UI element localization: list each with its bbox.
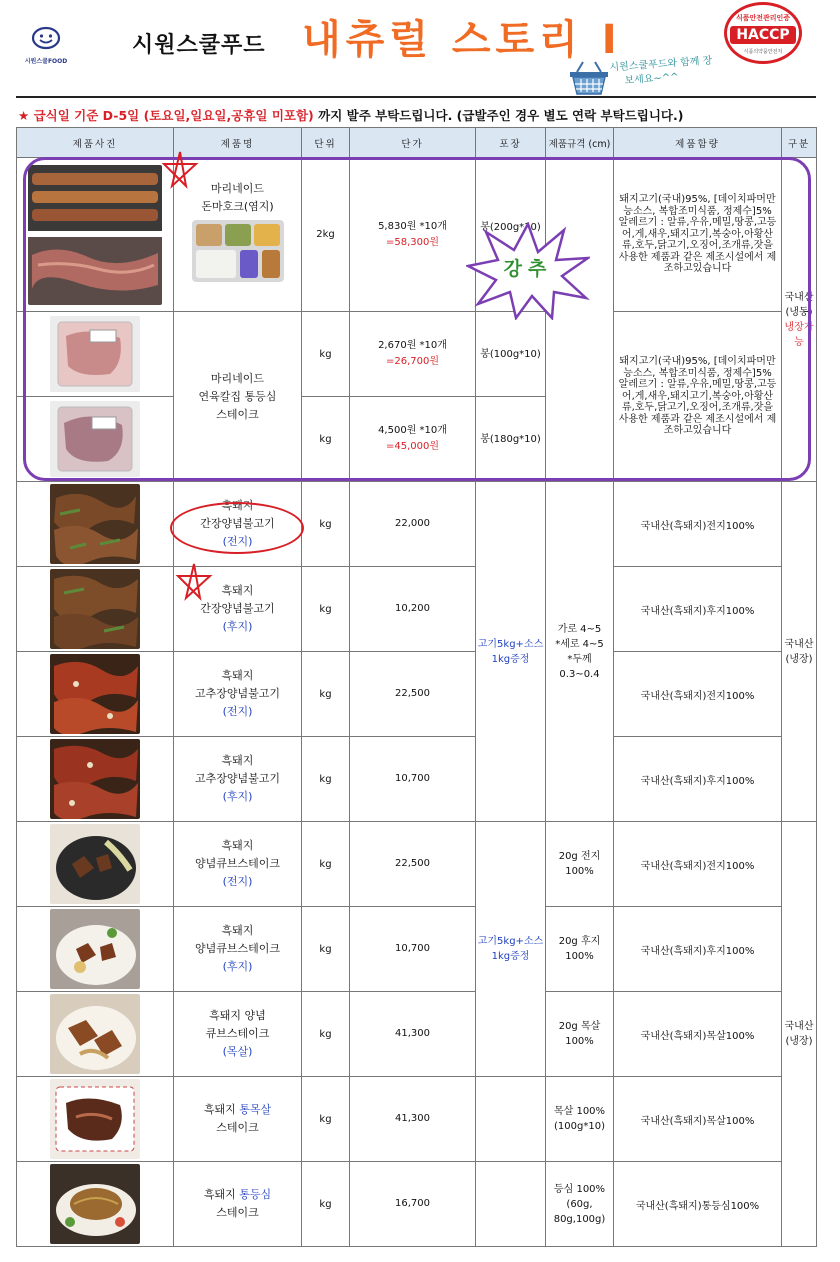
unit-cell: kg (302, 567, 350, 652)
price-cell: 10,700 (350, 737, 476, 822)
spec-cell (546, 1162, 614, 1247)
spec-line-2: *세로 4~5 (555, 638, 604, 650)
spec-line-1: 20g 전지 (558, 851, 601, 862)
table-row (17, 822, 817, 907)
product-photo (17, 737, 174, 822)
product-cut: 통목살 (239, 1103, 272, 1116)
ingredients-cell: 국내산(흑돼지)전지100% (614, 822, 782, 907)
pack-cell (476, 822, 546, 1077)
spec-line-3: 80g,100g) (553, 1213, 606, 1225)
product-name-line-2: 고추장양념불고기 (194, 687, 280, 700)
spec-line-3: *두께 0.3~0.4 (559, 653, 600, 680)
product-photo (17, 397, 174, 482)
product-cut: (목살) (222, 1045, 253, 1058)
slogan-line-1: 시원스쿨푸드와 함께 장 (609, 55, 713, 74)
product-cut: (후지) (222, 790, 253, 803)
grilled-pork-photo-icon (28, 165, 162, 305)
col-unit: 단위 (302, 128, 350, 158)
product-name-line-2: 간장양념불고기 (200, 517, 275, 530)
unit-cell: kg (302, 737, 350, 822)
price-cell (350, 312, 476, 397)
ingredients-cell: 국내산(흑돼지)통등심100% (614, 1162, 782, 1247)
product-name-line-2: 고추장양념불고기 (194, 772, 280, 785)
pack-line-1: 고기5kg+소스 (477, 936, 544, 947)
pork-neck-steak-photo-icon (50, 1079, 140, 1159)
spec-line-2: (60g, (566, 1198, 593, 1210)
haccp-badge (724, 2, 802, 64)
category-cell (782, 158, 817, 482)
ingredients-cell (614, 312, 782, 482)
packaged-steak-photo-icon (50, 401, 140, 477)
meal-tray-photo-icon (192, 220, 284, 282)
table-row (17, 1162, 817, 1247)
product-table (16, 127, 817, 1247)
unit-price: 4,500원 *10개 (378, 425, 447, 436)
price-cell: 10,200 (350, 567, 476, 652)
unit-cell: kg (302, 1162, 350, 1247)
pack-cell-empty (476, 1162, 546, 1247)
price-cell: 16,700 (350, 1162, 476, 1247)
product-name-line-1: 흑돼지 (221, 584, 254, 597)
allergy-info: 알레르기 : 알류,우유,메밀,땅콩,고등어,게,새우,돼지고기,복숭아,아황산류,호두,닭고기,오징어,조개류,잣을 사용한 제품과 같은 제조시설에서 제조하고있습니다 (618, 379, 777, 437)
pack-line-2: 1kg증정 (491, 653, 530, 665)
product-name-cell (174, 737, 302, 822)
col-category: 구분 (782, 128, 817, 158)
slogan-line-2: 보세요~^^ (624, 71, 679, 87)
category-origin: 국내산 (784, 1021, 814, 1032)
unit-price: 5,830원 *10개 (378, 220, 447, 232)
product-name-cell (174, 312, 302, 482)
red-star-mark-icon (160, 150, 200, 190)
notice-deadline: 급식일 기준 D-5일 (토요일,일요일,공휴일 미포함) (33, 108, 314, 123)
spec-line-1: 목살 100% (553, 1106, 606, 1117)
unit-cell: kg (302, 907, 350, 992)
packaged-steak-photo-icon (50, 316, 140, 392)
spec-cell (546, 907, 614, 992)
allergy-info: 알레르기 : 알류,우유,메밀,땅콩,고등어,게,새우,돼지고기,복숭아,아황산류,호두,닭고기,오징어,조개류,잣을 사용한 제품과 같은 제조시설에서 제조하고있습니다 (618, 217, 777, 275)
product-name-line-1: 흑돼지 (221, 924, 254, 937)
spec-line-1: 20g 목살 (558, 1021, 601, 1032)
product-photo (17, 312, 174, 397)
product-name-prefix: 흑돼지 (203, 1188, 240, 1201)
product-photo (17, 1162, 174, 1247)
unit-cell: kg (302, 652, 350, 737)
product-name-line-2: 스테이크 (216, 1121, 259, 1134)
product-photo (17, 482, 174, 567)
table-row (17, 992, 817, 1077)
spec-cell (546, 1077, 614, 1162)
price-cell: 22,500 (350, 652, 476, 737)
product-name-line-1: 흑돼지 양념 (209, 1009, 266, 1022)
product-name-line-1: 흑돼지 (221, 669, 254, 682)
notice-text: 까지 발주 부탁드립니다. (급발주인 경우 별도 연락 부탁드립니다.) (313, 108, 684, 123)
unit-cell: kg (302, 397, 350, 482)
ingredients-cell: 국내산(흑돼지)목살100% (614, 1077, 782, 1162)
product-name-line-1: 마리네이드 (210, 371, 265, 385)
product-name-line-3: 스테이크 (216, 407, 259, 421)
product-name-cell (174, 1162, 302, 1247)
product-name-line-2: 큐브스테이크 (205, 1027, 270, 1040)
product-cut: (후지) (222, 620, 253, 633)
table-header-row (17, 128, 817, 158)
product-photo (17, 992, 174, 1077)
unit-cell: kg (302, 1077, 350, 1162)
product-photo (17, 158, 174, 312)
table-row (17, 482, 817, 567)
spicy-bulgogi-photo-icon (50, 739, 140, 819)
price-cell: 10,700 (350, 907, 476, 992)
category-origin: 국내산 (784, 638, 814, 650)
pack-cell: 봉(200g*10) (476, 158, 546, 312)
product-name-line-1: 흑돼지 (221, 499, 254, 512)
ingredients-cell: 국내산(흑돼지)전지100% (614, 482, 782, 567)
ingredients-cell: 국내산(흑돼지)후지100% (614, 737, 782, 822)
table-row (17, 737, 817, 822)
ingredients-main: 돼지고기(국내)95%, [데이치파머만능소스, 복합조미식품, 정제수]5% (619, 356, 776, 379)
category-note: 냉장가능 (784, 321, 814, 348)
pack-cell (476, 482, 546, 822)
pack-line-1: 고기5kg+소스 (477, 638, 544, 650)
product-name-cell (174, 652, 302, 737)
ingredients-main: 돼지고기(국내)95%, [데이치파머만능소스, 복합조미식품, 정제수]5% (619, 194, 776, 217)
table-row (17, 652, 817, 737)
ingredients-cell: 국내산(흑돼지)후지100% (614, 567, 782, 652)
category-storage: (냉장) (785, 653, 813, 665)
company-logo (22, 26, 70, 65)
col-price: 단가 (350, 128, 476, 158)
bulgogi-photo-icon (50, 569, 140, 649)
category-cell (782, 822, 817, 1247)
page-title: 내츄럴 스토리 Ⅰ (302, 17, 622, 63)
product-name-line-2: 스테이크 (216, 1206, 259, 1219)
product-name-line-2: 양념큐브스테이크 (194, 857, 280, 870)
ingredients-cell: 국내산(흑돼지)전지100% (614, 652, 782, 737)
unit-price: 2,670원 *10개 (378, 340, 447, 351)
price-cell: 41,300 (350, 1077, 476, 1162)
cube-steak-photo-icon (50, 824, 140, 904)
product-name-prefix: 흑돼지 (203, 1103, 240, 1116)
pork-loin-steak-photo-icon (50, 1164, 140, 1244)
product-photo (17, 1077, 174, 1162)
shopping-basket-icon (567, 60, 611, 96)
spec-line-1: 등심 100% (553, 1183, 606, 1195)
red-star-mark-icon (174, 562, 214, 602)
spec-line-1: 가로 4~5 (557, 623, 602, 635)
col-photo: 제품사진 (17, 128, 174, 158)
header-divider (16, 96, 816, 98)
total-price: =45,000원 (385, 441, 440, 452)
order-notice (18, 106, 683, 124)
haccp-top-text: 식품안전관리인증 (735, 14, 791, 22)
price-cell: 41,300 (350, 992, 476, 1077)
product-name-line-2: 돈마호크(염지) (201, 200, 274, 213)
product-photo (17, 822, 174, 907)
logo-text: 시원스쿨FOOD (24, 58, 68, 65)
col-ingredients: 제품함량 (614, 128, 782, 158)
product-name-line-1: 흑돼지 (221, 754, 254, 767)
product-name-line-1: 마리네이드 (210, 182, 265, 195)
unit-cell: kg (302, 822, 350, 907)
table-row (17, 158, 817, 312)
product-photo (17, 567, 174, 652)
table-row (17, 312, 817, 397)
table-row (17, 907, 817, 992)
category-storage: (냉동) (785, 306, 813, 318)
spicy-bulgogi-photo-icon (50, 654, 140, 734)
haccp-sub-text: 식품의약품안전처 (743, 49, 783, 55)
spec-line-2: 100% (565, 951, 594, 962)
category-origin: 국내산 (784, 291, 814, 303)
product-name-cell (174, 992, 302, 1077)
spec-line-2: 100% (565, 1036, 594, 1047)
spec-cell (546, 482, 614, 822)
category-cell (782, 482, 817, 822)
haccp-main-text: HACCP (730, 26, 795, 44)
company-name: 시원스쿨푸드 (132, 33, 266, 58)
product-cut: (전지) (222, 535, 253, 548)
ingredients-cell: 국내산(흑돼지)후지100% (614, 907, 782, 992)
bulgogi-photo-icon (50, 484, 140, 564)
recommend-label: 강추 (503, 258, 553, 280)
notice-star-icon: ★ (18, 108, 30, 123)
unit-cell: kg (302, 312, 350, 397)
product-name-line-1 (174, 1101, 301, 1119)
product-cut: (후지) (222, 960, 253, 973)
table-row (17, 567, 817, 652)
price-cell: 22,000 (350, 482, 476, 567)
ingredients-cell: 국내산(흑돼지)목살100% (614, 992, 782, 1077)
product-cut: (전지) (222, 875, 253, 888)
product-photo (17, 907, 174, 992)
page-header (0, 0, 840, 100)
unit-cell: kg (302, 992, 350, 1077)
spec-line-1: 20g 후지 (558, 936, 601, 947)
product-name-line-2: 연육칼집 통등심 (198, 389, 277, 403)
col-name: 제품명 (174, 128, 302, 158)
product-name-line-2: 양념큐브스테이크 (194, 942, 280, 955)
col-spec: 제품규격 (cm) (546, 128, 614, 158)
price-cell: 22,500 (350, 822, 476, 907)
price-cell (350, 397, 476, 482)
spec-cell (546, 822, 614, 907)
pack-cell: 봉(180g*10) (476, 397, 546, 482)
product-photo (17, 652, 174, 737)
pack-cell-empty (476, 1077, 546, 1162)
product-name-cell (174, 907, 302, 992)
total-price: =26,700원 (385, 356, 440, 367)
product-name-cell (174, 822, 302, 907)
total-price: =58,300원 (385, 236, 440, 248)
ingredients-cell (614, 158, 782, 312)
product-name-cell (174, 482, 302, 567)
table-row (17, 1077, 817, 1162)
pack-line-2: 1kg증정 (491, 951, 530, 962)
unit-cell: kg (302, 482, 350, 567)
price-cell (350, 158, 476, 312)
smile-logo-icon (31, 26, 61, 50)
spec-line-2: (100g*10) (554, 1121, 605, 1132)
category-storage: (냉장) (785, 1036, 813, 1047)
product-cut: 통등심 (239, 1188, 272, 1201)
slogan (609, 54, 714, 89)
col-pack: 포장 (476, 128, 546, 158)
product-name-line-2: 간장양념불고기 (200, 602, 275, 615)
unit-cell: 2kg (302, 158, 350, 312)
product-name-cell (174, 1077, 302, 1162)
product-name-line-1 (174, 1186, 301, 1204)
spec-cell (546, 992, 614, 1077)
product-name-line-1: 흑돼지 (221, 839, 254, 852)
cube-steak-photo-icon (50, 909, 140, 989)
cube-steak-photo-icon (50, 994, 140, 1074)
product-cut: (전지) (222, 705, 253, 718)
pack-cell: 봉(100g*10) (476, 312, 546, 397)
spec-line-2: 100% (565, 866, 594, 877)
